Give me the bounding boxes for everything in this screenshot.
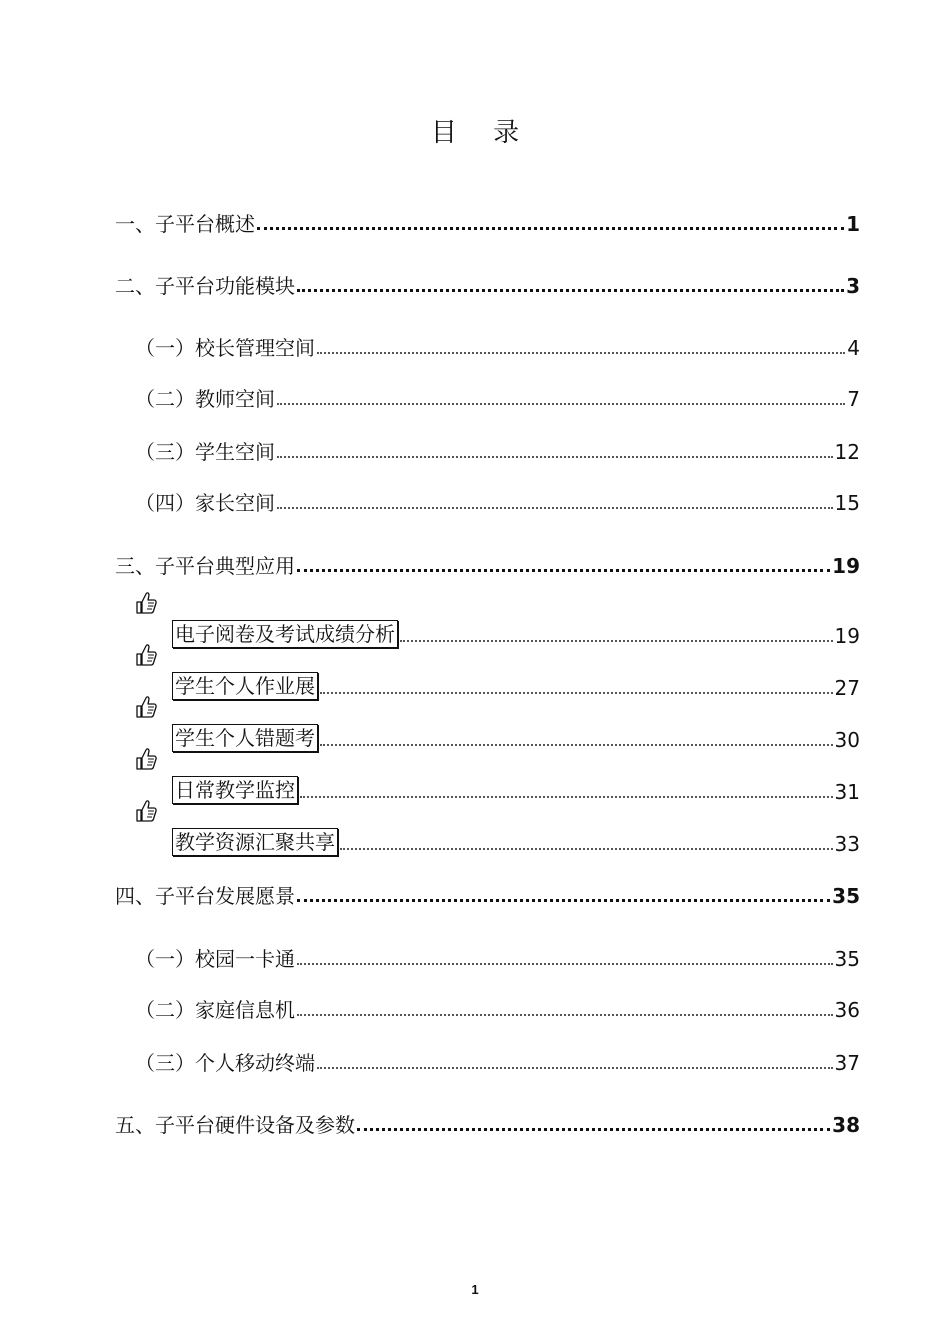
toc-entry-label: 日常教学监控 <box>172 776 298 804</box>
toc-leader-dots <box>277 379 845 405</box>
toc-page-number: 37 <box>834 1051 860 1075</box>
toc-page-number: 7 <box>847 387 860 411</box>
toc-leader-dots <box>400 616 833 642</box>
toc-entry[interactable] <box>0 992 950 1022</box>
toc-entry-label: 学生个人错题考 <box>172 724 318 752</box>
toc-leader-dots <box>320 668 833 694</box>
toc-entry-label: （四）家长空间 <box>135 491 275 515</box>
toc-entry-label: （三）学生空间 <box>135 440 275 464</box>
toc-page-number: 1 <box>846 212 860 236</box>
toc-leader-dots <box>257 203 844 230</box>
page-title: 目 录 <box>430 118 534 148</box>
toc-entry[interactable] <box>0 268 950 298</box>
toc-leader-dots <box>297 939 833 965</box>
toc-leader-dots <box>317 328 845 354</box>
toc-entry-label: （二）家庭信息机 <box>135 998 295 1022</box>
toc-leader-dots <box>357 1104 830 1131</box>
toc-entry-label: 一、子平台概述 <box>115 212 255 236</box>
toc-entry[interactable] <box>0 1107 950 1137</box>
toc-entry-label: 教学资源汇聚共享 <box>172 828 338 856</box>
toc-page-number: 19 <box>832 554 860 578</box>
toc-entry[interactable] <box>0 330 950 360</box>
toc-leader-dots <box>277 483 833 509</box>
toc-leader-dots <box>297 545 830 572</box>
toc-entry[interactable] <box>0 434 950 464</box>
toc-page-number: 31 <box>834 780 860 804</box>
toc-entry[interactable] <box>0 548 950 578</box>
toc-entry-label: （一）校园一卡通 <box>135 947 295 971</box>
toc-leader-dots <box>297 990 833 1016</box>
toc-page-number: 27 <box>834 676 860 700</box>
toc-entry-label: （三）个人移动终端 <box>135 1051 315 1075</box>
toc-page-number: 30 <box>834 728 860 752</box>
toc-entry[interactable] <box>0 1045 950 1075</box>
toc-page-number: 4 <box>847 336 860 360</box>
toc-entry[interactable] <box>0 722 950 752</box>
toc-entry[interactable] <box>0 878 950 908</box>
toc-leader-dots <box>320 720 833 746</box>
toc-page-number: 35 <box>832 884 860 908</box>
toc-entry[interactable] <box>0 618 950 648</box>
toc-entry-label: 四、子平台发展愿景 <box>115 884 295 908</box>
toc-entry-label: （二）教师空间 <box>135 387 275 411</box>
toc-entry-label: 五、子平台硬件设备及参数 <box>115 1113 355 1137</box>
toc-entry[interactable] <box>0 670 950 700</box>
toc-leader-dots <box>317 1043 833 1069</box>
toc-leader-dots <box>340 824 833 850</box>
toc-page-number: 33 <box>834 832 860 856</box>
toc-entry[interactable] <box>0 941 950 971</box>
toc-entry-label: 电子阅卷及考试成绩分析 <box>172 620 398 648</box>
toc-entry[interactable] <box>0 485 950 515</box>
toc-entry-label: 学生个人作业展 <box>172 672 318 700</box>
toc-entry-label: （一）校长管理空间 <box>135 336 315 360</box>
toc-entry[interactable] <box>0 774 950 804</box>
toc-leader-dots <box>297 875 830 902</box>
footer-page-number: 1 <box>471 1282 479 1297</box>
toc-page-number: 36 <box>834 998 860 1022</box>
toc-entry-label: 二、子平台功能模块 <box>115 274 295 298</box>
thumbs-up-icon <box>134 590 158 616</box>
toc-entry-label: 三、子平台典型应用 <box>115 554 295 578</box>
toc-page-number: 12 <box>834 440 860 464</box>
toc-entry[interactable] <box>0 206 950 236</box>
toc-page-number: 19 <box>834 624 860 648</box>
toc-entry[interactable] <box>0 381 950 411</box>
toc-page-number: 3 <box>846 274 860 298</box>
toc-page-number: 38 <box>832 1113 860 1137</box>
toc-leader-dots <box>300 772 833 798</box>
toc-entry[interactable] <box>0 826 950 856</box>
toc-page-number: 35 <box>834 947 860 971</box>
toc-leader-dots <box>297 265 844 292</box>
toc-leader-dots <box>277 432 833 458</box>
toc-page-number: 15 <box>834 491 860 515</box>
